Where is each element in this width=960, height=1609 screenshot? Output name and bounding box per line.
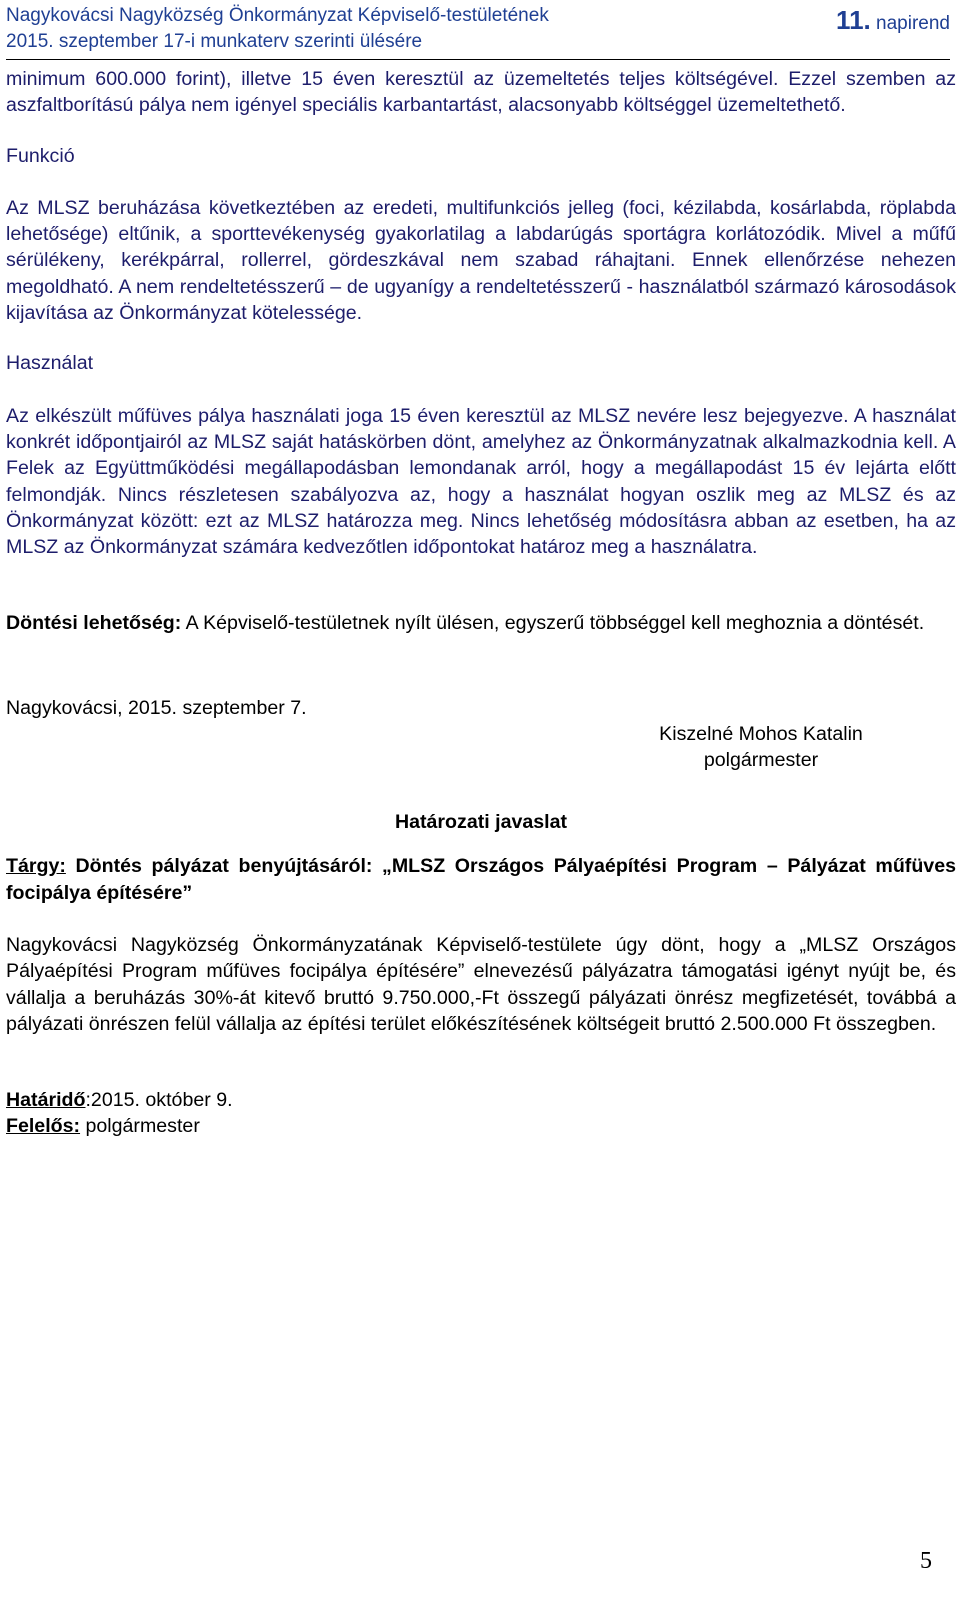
header-council-name: Nagykovácsi Nagyközség Önkormányzat Képviselő-testületének — [6, 5, 549, 26]
hasznalat-paragraph: Az elkészült műfüves pálya használati joga 15 éven keresztül az MLSZ nevére lesz bejegyezve. A használat konkrét időpontjairól az MLSZ saját hatáskörben dönt, amelyhez az Önkormányzatnak alkalmazkodnia kell. A Felek az Együttműködési megállapodásban lemondanak arról, hogy a megállapodást 15 év lejárta előtt felmondják. Nincs részletesen szabályozva az, hogy a használat hogyan oszlik meg az MLSZ és az Önkormányzat között: ezt az MLSZ határozza meg. Nincs lehetőség módosításra abban az esetben, ha az MLSZ az Önkormányzat számára kedvezőtlen időpontokat határoz meg a használatra. — [6, 404, 956, 559]
document-body — [6, 66, 956, 1140]
dontesi-label: Döntési lehetőség: — [6, 612, 182, 635]
hatarido-label: Határidő — [6, 1089, 86, 1112]
signatory-title: polgármester — [703, 749, 819, 772]
agenda-number: 11. — [836, 5, 871, 35]
felelos-value: polgármester — [80, 1115, 200, 1138]
targy-paragraph — [6, 853, 956, 906]
targy-label: Tárgy: — [6, 855, 66, 878]
intro-paragraph: minimum 600.000 forint), illetve 15 éven keresztül az üzemeltetés teljes költségével. Ezzel szemben az aszfaltborítású pálya nem igényel speciális karbantartást, alacsonyabb költséggel üzemeltethető. — [6, 68, 956, 117]
targy-text: Döntés pályázat benyújtásáról: „MLSZ Országos Pályaépítési Program – Pályázat műfüves focipálya építésére” — [6, 855, 956, 904]
place-and-date: Nagykovácsi, 2015. szeptember 7. — [6, 696, 307, 719]
header-meeting-date: 2015. szeptember 17-i munkaterv szerinti ülésére — [6, 31, 423, 52]
page-header — [6, 3, 950, 60]
funkcio-paragraph: Az MLSZ beruházása következtében az eredeti, multifunkciós jelleg (foci, kézilabda, kosárlabda, röplabda lehetősége) eltűnik, a sporttevékenység gyakorlatilag a labdarúgás sportágra korlátozódik. Mivel a műfű sérülékeny, kerékpárral, rollerrel, gördeszkával nem szabad ráhajtani. Ennek ellenőrzése nehezen megoldható. A nem rendeltetésszerű – de ugyanígy a rendeltetésszerű - használatból származó károsodások kijavítása az Önkormányzat kötelessége. — [6, 196, 956, 325]
hatarido-line — [6, 1087, 956, 1113]
felelos-label: Felelős: — [6, 1115, 81, 1138]
agenda-item-label — [836, 5, 950, 36]
signatory-name: Kiszelné Mohos Katalin — [659, 723, 863, 746]
hasznalat-heading: Használat — [6, 352, 94, 375]
dontesi-lehetoseg-paragraph — [6, 610, 956, 636]
hatarozati-javaslat-title: Határozati javaslat — [394, 811, 568, 834]
agenda-word: napirend — [876, 13, 950, 34]
dontesi-text: A Képviselő-testületnek nyílt ülésen, egyszerű többséggel kell meghoznia a döntését. — [181, 612, 925, 635]
signature-block — [626, 721, 896, 774]
funkcio-heading: Funkció — [6, 144, 75, 167]
hatarido-value: :2015. október 9. — [85, 1089, 233, 1112]
felelos-line — [6, 1113, 956, 1139]
page-number: 5 — [920, 1548, 932, 1574]
decision-paragraph: Nagykovácsi Nagyközség Önkormányzatának Képviselő-testülete úgy dönt, hogy a „MLSZ Országos Pályaépítési Program műfüves focipálya építésére” elnevezésű pályázatra támogatási igényt nyújt be, és vállalja a beruházás 30%-át kitevő bruttó 9.750.000,-Ft összegű pályázati önrész megfizetését, továbbá a pályázati önrészen felül vállalja az építési terület előkészítésének költségeit bruttó 2.500.000 Ft összegben. — [6, 933, 956, 1035]
